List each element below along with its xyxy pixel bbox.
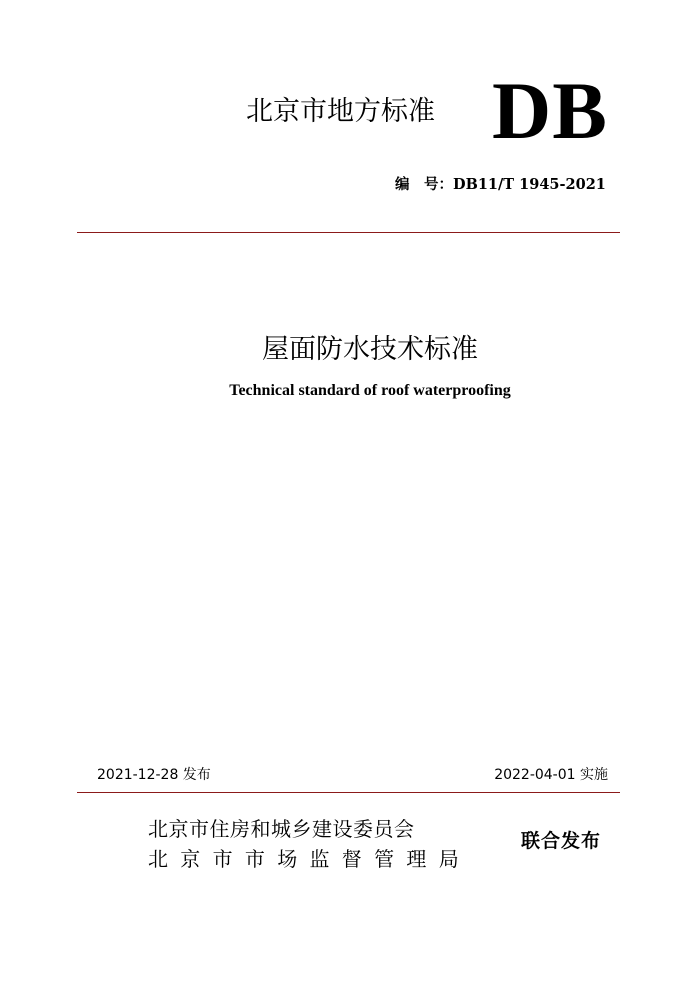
standard-type-heading: 北京市地方标准 [246, 96, 435, 127]
bottom-divider [77, 792, 620, 793]
implementation-date: 2022-04-01 实施 [494, 767, 608, 783]
issuer-housing-commission: 北京市住房和城乡建设委员会 [148, 817, 415, 841]
joint-issue-label: 联合发布 [521, 830, 602, 852]
db-mark: DB [492, 65, 608, 156]
document-title-english: Technical standard of roof waterproofing [229, 382, 511, 399]
standard-number-value: DB11/T 1945-2021 [453, 176, 606, 193]
top-divider [77, 232, 620, 233]
standard-number-label: 编 号： [395, 177, 453, 193]
document-title-chinese: 屋面防水技术标准 [262, 334, 478, 365]
issue-date: 2021-12-28 发布 [97, 767, 211, 783]
standard-number [395, 175, 606, 195]
issuer-market-regulation: 北京市市场监督管理局 [148, 847, 471, 871]
